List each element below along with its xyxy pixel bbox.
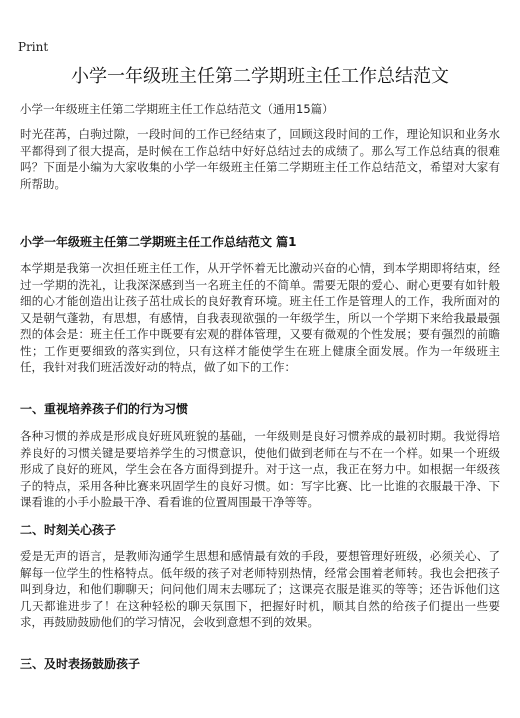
- body-paragraph-1: 本学期是我第一次担任班主任工作，从开学怀着无比激动兴奋的心情，到本学期即将结束，经过一学期的洗礼，让我深深感到当一名班主任的不简单。需要无限的爱心、耐心更要有如针般细的心才能创造出让孩子茁壮成长的良好教育环境。班主任工作是管理人的工作，我所面对的又是朝气蓬勃，有思想，有感情，自我表现欲强的一年级学生，所以一个学期下来给我最最强烈的体会是：班主任工作中既要有宏观的群体管理，又要有微观的个性发展；要有强烈的前瞻性；工作更要细致的落实到位，只有这样才能使学生在班上健康全面发展。作为一年级班主任，我针对我们班活泼好动的特点，做了如下的工作：: [20, 261, 500, 374]
- document-title: 小学一年级班主任第二学期班主任工作总结范文: [71, 66, 449, 87]
- section-heading-1: 一、重视培养孩子们的行为习惯: [20, 402, 189, 416]
- body-paragraph-3: 爱是无声的语言，是教师沟通学生思想和感情最有效的手段，要想管理好班级，必须关心、了解每一位学生的性格特点。低年级的孩子对老师特别热情，经常会围着老师转。我也会把孩子叫到身边，和他们聊聊天；问问他们周末去哪玩了；这课亮衣服是谁买的等等；还告诉他们这几天都谁进步了！在这种轻松的聊天氛围下，把握好时机，顺其自然的给孩子们提出一些要求，再鼓励鼓励他们的学习情况，会收到意想不到的效果。: [20, 549, 500, 629]
- document-subtitle: 小学一年级班主任第二学期班主任工作总结范文（通用15篇）: [20, 102, 334, 116]
- print-label: Print: [18, 40, 49, 54]
- body-paragraph-2: 各种习惯的养成是形成良好班风班貌的基础，一年级则是良好习惯养成的最初时期。我觉得培养良好的习惯关键是要培养学生的习惯意识，使他们做到老师在与不在一个样。如果一个班级形成了良好的班风，学生会在各方面得到提升。对于这一点，我正在努力中。如根据一年级孩子的特点，采用各种比赛来巩固学生的良好习惯。如：写字比赛、比一比谁的衣服最干净、下课看谁的小手小脸最干净、看看谁的位置周围最干净等等。: [20, 429, 500, 509]
- article-heading: 小学一年级班主任第二学期班主任工作总结范文 篇1: [20, 235, 297, 249]
- section-heading-2: 二、时刻关心孩子: [20, 523, 117, 537]
- section-heading-3: 三、及时表扬鼓励孩子: [20, 657, 141, 671]
- intro-paragraph: 时光荏苒，白驹过隙，一段时间的工作已经结束了，回顾这段时间的工作，理论知识和业务水平都得到了很大提高，是时候在工作总结中好好总结过去的成绩了。那么写工作总结真的很难吗？下面是小编为大家收集的小学一年级班主任第二学期班主任工作总结范文，希望对大家有所帮助。: [20, 127, 500, 191]
